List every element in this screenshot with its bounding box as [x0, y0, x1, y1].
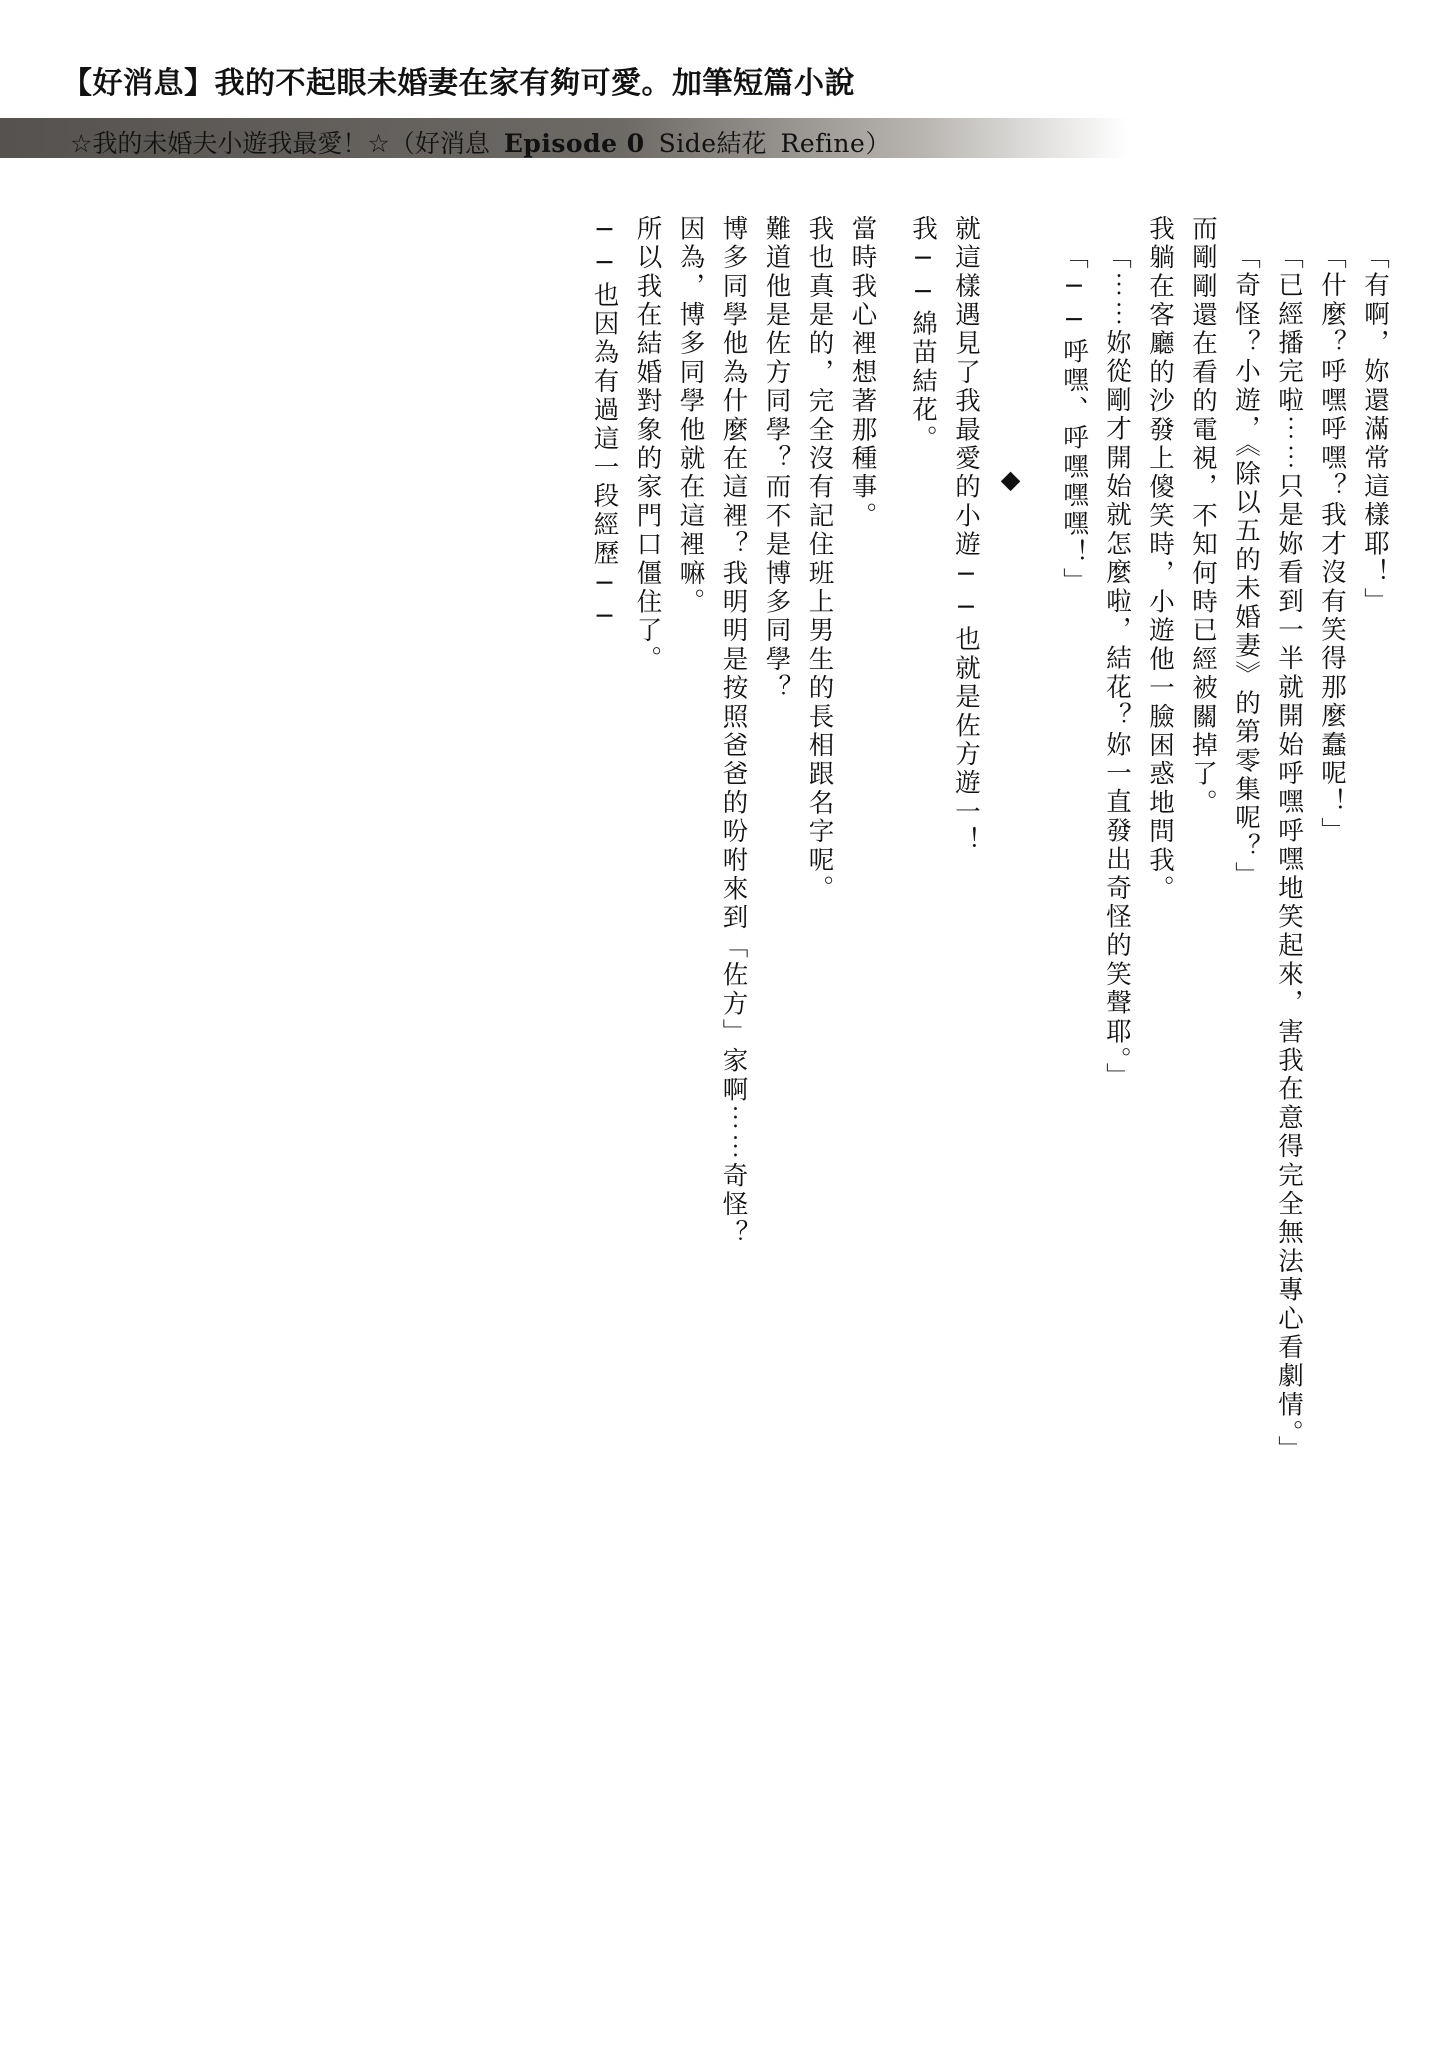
- text-column: 「什麼？呼嘿呼嘿？我才沒有笑得那麼蠢呢！」: [1317, 243, 1347, 846]
- chapter-side-label: Side: [658, 129, 717, 158]
- text-column: 因為，博多同學他就在這裡嘛。: [675, 215, 706, 617]
- scene-break-diamond-icon: ◆: [995, 465, 1026, 495]
- chapter-subtitle-post: ）: [865, 129, 891, 158]
- chapter-subtitle-pre: ☆我的未婚夫小遊我最愛！☆（好消息: [70, 129, 490, 158]
- text-column: 我也真是的，完全沒有記住班上男生的長相跟名字呢。: [804, 215, 835, 904]
- chapter-episode: Episode 0: [503, 129, 645, 158]
- chapter-subtitle: [70, 124, 890, 160]
- text-column: 「──呼嘿、呼嘿嘿嘿！」: [1059, 243, 1089, 597]
- text-column: 所以我在結婚對象的家門口僵住了。: [632, 215, 663, 675]
- text-column: 「⋯⋯妳從剛才開始就怎麼啦，結花？妳一直發出奇怪的笑聲耶。」: [1102, 243, 1132, 1092]
- text-column: 難道他是佐方同學？而不是博多同學？: [761, 215, 792, 703]
- text-column: 博多同學他為什麼在這裡？我明明是按照爸爸的吩咐來到「佐方」家啊⋯⋯奇怪？: [718, 215, 749, 1249]
- text-column: 就這樣遇見了我最愛的小遊──也就是佐方遊一！: [951, 215, 981, 856]
- text-column: 我──綿苗結花。: [908, 215, 938, 454]
- chapter-refine-label: Refine: [780, 129, 866, 158]
- text-column: 當時我心裡想著那種事。: [847, 215, 878, 531]
- vertical-text-body: [574, 215, 1388, 1715]
- text-column: 「奇怪？小遊，《除以五的未婚妻》的第零集呢？」: [1231, 243, 1261, 891]
- text-column: 而剛剛還在看的電視，不知何時已經被關掉了。: [1188, 215, 1218, 818]
- text-column: 我躺在客廳的沙發上傻笑時，小遊他一臉困惑地問我。: [1145, 215, 1175, 904]
- chapter-side-name: 結花: [716, 129, 767, 158]
- text-column: 「已經播完啦⋯⋯只是妳看到一半就開始呼嘿呼嘿地笑起來，害我在意得完全無法專心看劇情。」: [1274, 243, 1304, 1465]
- text-column: ──也因為有過這一段經歷──: [589, 215, 620, 635]
- text-column: 「有啊，妳還滿常這樣耶！」: [1360, 243, 1390, 617]
- page-title: 【好消息】我的不起眼未婚妻在家有夠可愛。加筆短篇小說: [62, 66, 855, 101]
